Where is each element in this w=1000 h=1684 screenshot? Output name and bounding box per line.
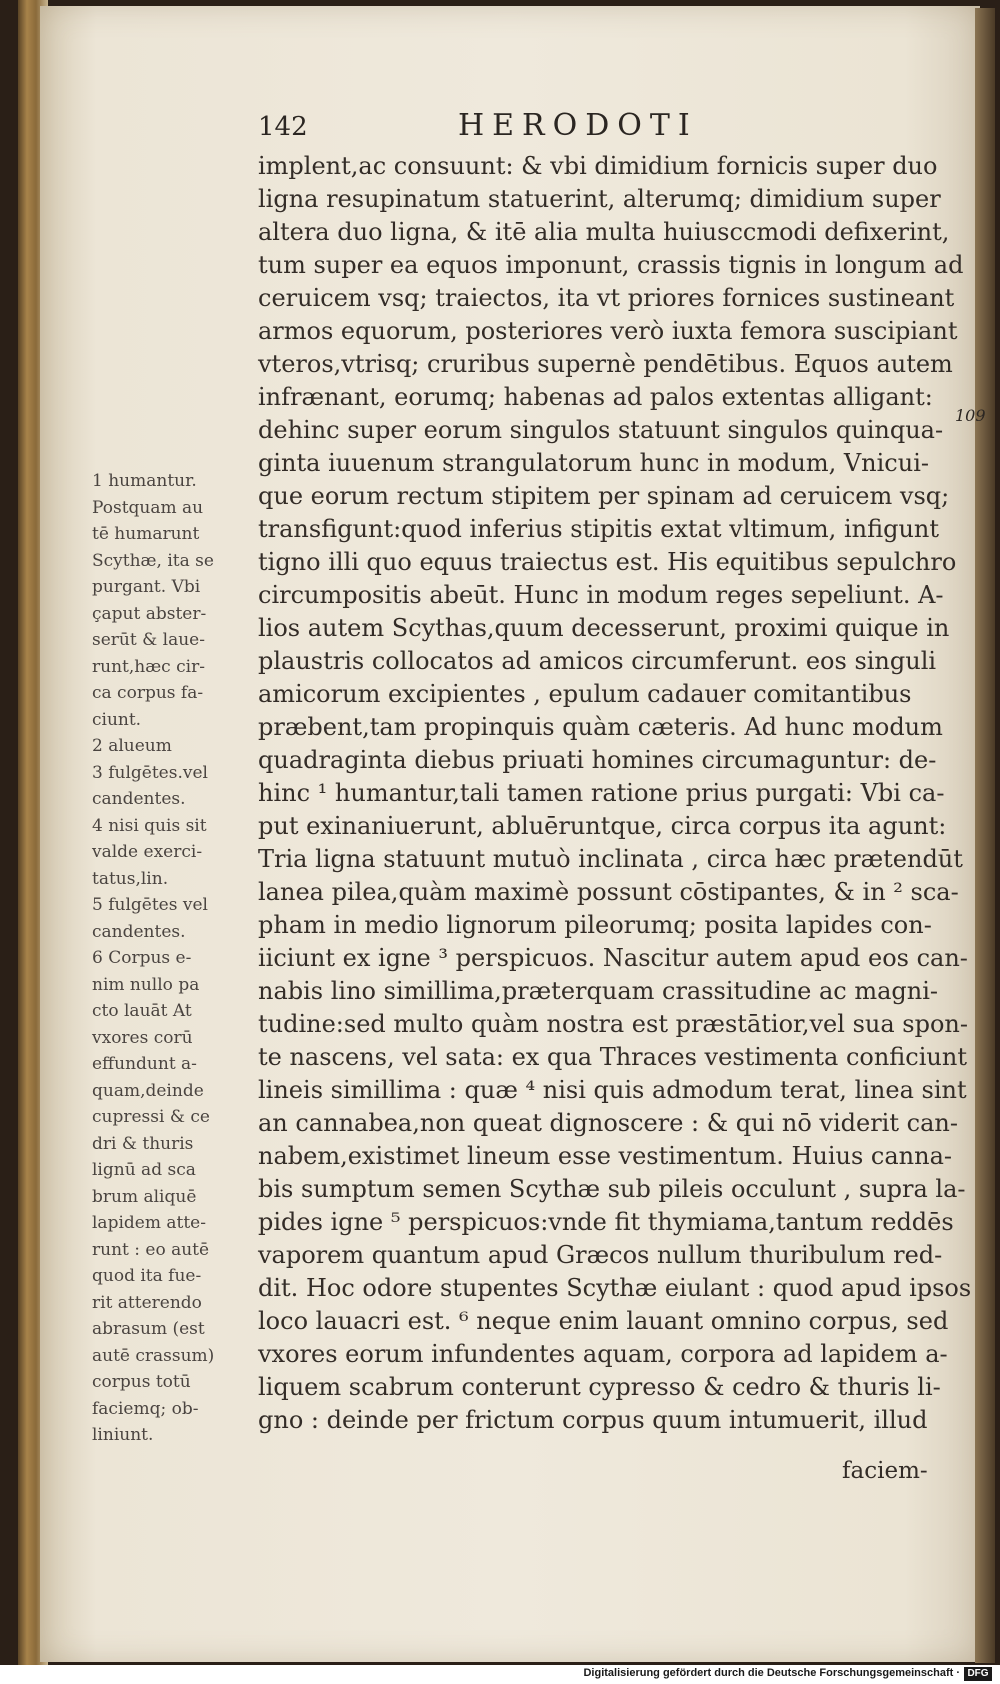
page-number: 142 <box>258 112 308 142</box>
text-line: que eorum rectum stipitem per spinam ad ceruicem vsq; <box>258 482 950 510</box>
margin-note-line: tatus,lin. <box>92 868 169 889</box>
text-line: Tria ligna statuunt mutuò inclinata , circa hæc prætendūt <box>258 845 963 873</box>
margin-note-line: lignū ad sca <box>92 1160 196 1180</box>
margin-note-line: ca corpus fa- <box>92 683 204 703</box>
folio-note: 109 <box>955 406 986 425</box>
margin-note-line: cto lauāt At <box>92 1001 192 1021</box>
margin-note-line: abrasum (est <box>92 1319 205 1339</box>
margin-note-line: 6 Corpus e- <box>92 948 192 968</box>
margin-note-line: dri & thuris <box>92 1133 194 1154</box>
margin-note-line: 1 humantur. <box>92 471 197 491</box>
text-line: quadraginta diebus priuati homines circumaguntur: de- <box>258 746 937 774</box>
margin-note-line: liniunt. <box>92 1425 154 1445</box>
page-right-edge <box>975 8 995 1663</box>
text-line: ginta iuuenum strangulatorum hunc in modum, Vnicui- <box>258 449 929 477</box>
margin-note-line: quam,deinde <box>92 1080 204 1101</box>
margin-notes <box>92 468 252 1449</box>
text-line: lineis simillima : quæ ⁴ nisi quis admodum terat, linea sint <box>258 1076 967 1104</box>
margin-note-line: rit atterendo <box>92 1292 202 1313</box>
text-line: ceruicem vsq; traiectos, ita vt priores fornices sustineant <box>258 284 955 312</box>
margin-note-line: runt,hæc cir- <box>92 656 205 677</box>
text-line: bis sumptum semen Scythæ sub pileis occulunt , supra la- <box>258 1175 966 1203</box>
text-line: plaustris collocatos ad amicos circumferunt. eos singuli <box>258 647 937 675</box>
text-line: lios autem Scythas,quum decesserunt, proximi quique in <box>258 614 950 642</box>
margin-note-line: 5 fulgētes vel <box>92 895 208 915</box>
dfg-logo: DFG <box>964 1667 992 1681</box>
text-line: an cannabea,non queat dignoscere : & qui nō viderit can- <box>258 1109 958 1137</box>
text-line: transfigunt:quod inferius stipitis extat vltimum, infigunt <box>258 515 939 543</box>
digitization-footer <box>0 1665 1000 1684</box>
text-line: tudine:sed multo quàm nostra est præstātior,vel sua spon- <box>258 1010 968 1038</box>
margin-note-line: Postquam au <box>92 497 204 518</box>
margin-note-line: candentes. <box>92 921 186 942</box>
margin-note-line: candentes. <box>92 789 186 809</box>
text-line: vteros,vtrisq; cruribus supernè pendētibus. Equos autem <box>258 350 953 378</box>
margin-note-line: tē humarunt <box>92 524 200 544</box>
text-line: tigno illi quo equus traiectus est. His equitibus sepulchro <box>258 548 957 576</box>
text-line: put exinaniuerunt, abluēruntque, circa corpus ita agunt: <box>258 812 947 840</box>
text-line: nabis lino simillima,præterquam crassitudine ac magni- <box>258 977 939 1005</box>
margin-note-line: valde exerci- <box>92 842 203 862</box>
margin-note-line: Scythæ, ita se <box>92 550 214 571</box>
margin-note-line: serūt & laue- <box>92 630 205 650</box>
margin-note-line: 3 fulgētes.vel <box>92 762 208 783</box>
text-line: amicorum excipientes , epulum cadauer comitantibus <box>258 680 912 708</box>
text-line: pides igne ⁵ perspicuos:vnde fit thymiama,tantum reddēs <box>258 1208 954 1236</box>
text-line: nabem,existimet lineum esse vestimentum. Huius canna- <box>258 1142 953 1170</box>
margin-note-line: brum aliquē <box>92 1186 197 1207</box>
margin-note-line: cupressi & ce <box>92 1107 210 1127</box>
text-line: tum super ea equos imponunt, crassis tignis in longum ad <box>258 251 964 279</box>
margin-note-line: lapidem atte- <box>92 1213 206 1233</box>
text-line: gno : deinde per frictum corpus quum intumuerit, illud <box>258 1406 928 1434</box>
margin-note-line: faciemq; ob- <box>92 1398 199 1419</box>
text-line: præbent,tam propinquis quàm cæteris. Ad hunc modum <box>258 713 943 741</box>
text-line: vxores eorum infundentes aquam, corpora ad lapidem a- <box>258 1340 948 1368</box>
text-line: vaporem quantum apud Græcos nullum thuribulum red- <box>258 1241 943 1269</box>
text-line: altera duo ligna, & itē alia multa huiusccmodi defixerint, <box>258 218 950 246</box>
text-line: implent,ac consuunt: & vbi dimidium fornicis super duo <box>258 152 938 180</box>
page-header <box>258 108 938 148</box>
text-line: iiciunt ex igne ³ perspicuos. Nascitur autem apud eos can- <box>258 944 968 972</box>
margin-note-line: effundunt a- <box>92 1054 197 1074</box>
margin-note-line: 4 nisi quis sit <box>92 815 207 836</box>
margin-note-line: autē crassum) <box>92 1345 215 1366</box>
margin-note-line: nim nullo pa <box>92 974 200 995</box>
funding-credit: Digitalisierung gefördert durch die Deutsche Forschungsgemeinschaft · <box>583 1667 960 1679</box>
text-line: te nascens, vel sata: ex qua Thraces vestimenta conficiunt <box>258 1043 967 1071</box>
text-line: loco lauacri est. ⁶ neque enim lauant omnino corpus, sed <box>258 1307 949 1335</box>
catchword: faciem- <box>842 1458 928 1484</box>
margin-note-line: runt : eo autē <box>92 1239 210 1260</box>
running-head: HERODOTI <box>458 108 698 143</box>
margin-note-line: vxores corū <box>92 1027 193 1048</box>
text-line: hinc ¹ humantur,tali tamen ratione prius purgati: Vbi ca- <box>258 779 945 807</box>
text-line: pham in medio lignorum pileorumq; posita lapides con- <box>258 911 932 939</box>
text-line: circumpositis abeūt. Hunc in modum reges sepeliunt. A- <box>258 581 944 609</box>
text-line: dehinc super eorum singulos statuunt singulos quinqua- <box>258 416 944 444</box>
text-line: ligna resupinatum statuerint, alterumq; dimidium super <box>258 185 941 213</box>
text-line: dit. Hoc odore stupentes Scythæ eiulant : quod apud ipsos <box>258 1274 972 1302</box>
text-line: lanea pilea,quàm maximè possunt cōstipantes, & in ² sca- <box>258 878 959 906</box>
text-line: armos equorum, posteriores verò iuxta femora suscipiant <box>258 317 958 345</box>
text-line: liquem scabrum conterunt cypresso & cedro & thuris li- <box>258 1373 941 1401</box>
margin-note-line: çaput abster- <box>92 603 207 624</box>
margin-note-line: purgant. Vbi <box>92 577 201 597</box>
text-line: infrænant, eorumq; habenas ad palos extentas alligant: <box>258 383 933 411</box>
margin-note-line: ciunt. <box>92 709 142 730</box>
margin-note-line: corpus totū <box>92 1372 191 1392</box>
margin-note-line: quod ita fue- <box>92 1266 202 1286</box>
margin-note-line: 2 alueum <box>92 736 172 756</box>
